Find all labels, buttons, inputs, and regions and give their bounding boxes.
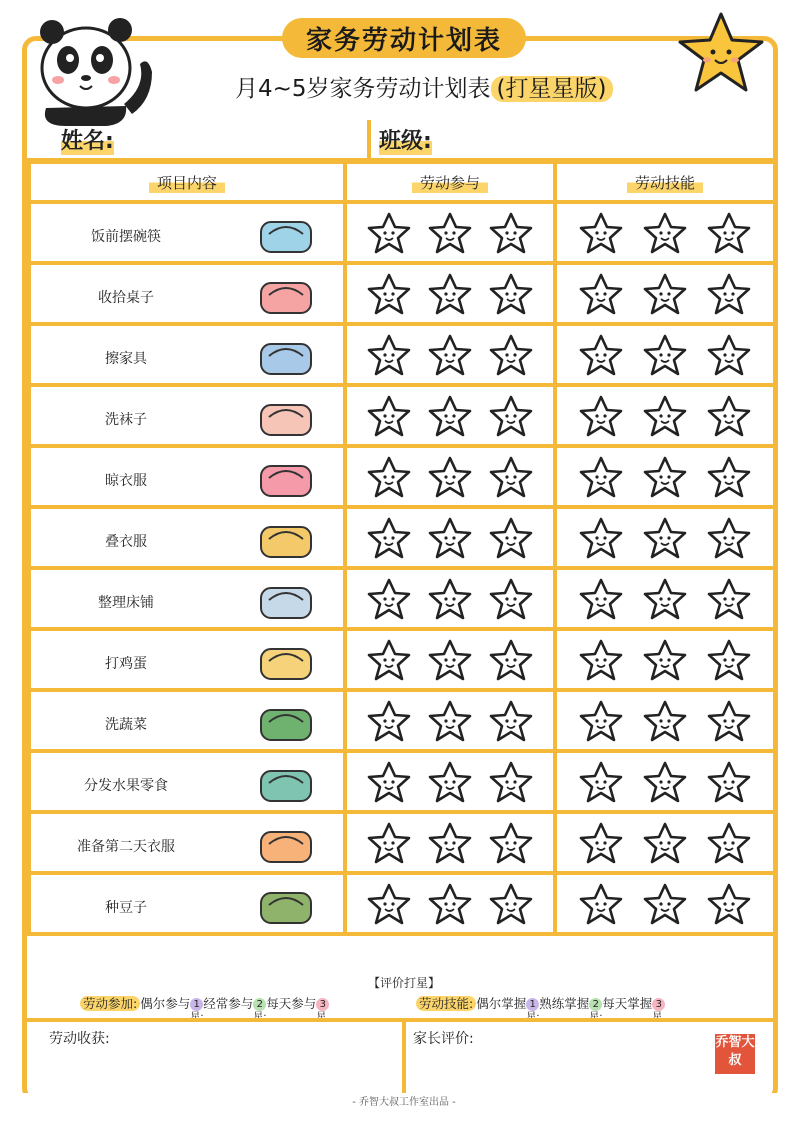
evaluation-divider xyxy=(402,1022,406,1104)
rating-star-icon[interactable] xyxy=(366,211,412,255)
rating-star-icon[interactable] xyxy=(488,394,534,438)
rating-star-icon[interactable] xyxy=(366,821,412,865)
chore-table xyxy=(27,160,777,936)
wash-socks-icon xyxy=(255,395,317,441)
participation-stars-cell xyxy=(345,263,555,324)
task-name: 收拾桌子 xyxy=(98,290,154,306)
participation-stars-cell xyxy=(345,812,555,873)
column-header-participation-label: 劳动参与 xyxy=(412,172,488,193)
column-header-skill xyxy=(555,162,775,202)
legend-participation-level1: 偶尔参与 xyxy=(140,996,191,1011)
participation-stars-cell xyxy=(345,690,555,751)
bedding-icon xyxy=(255,578,317,624)
task-name: 洗袜子 xyxy=(105,412,147,428)
task-cell xyxy=(29,324,345,385)
task-name: 饭前摆碗筷 xyxy=(91,229,161,245)
skill-stars-cell xyxy=(555,568,775,629)
rating-star-icon[interactable] xyxy=(578,577,624,621)
subtitle-main: 月4~5岁家务劳动计划表 xyxy=(235,76,491,102)
skill-stars-cell xyxy=(555,202,775,263)
student-info-row xyxy=(27,120,773,162)
rating-star-icon[interactable] xyxy=(488,882,534,926)
table-row xyxy=(29,324,775,385)
rating-star-icon[interactable] xyxy=(642,760,688,804)
snacks-fruit-icon xyxy=(255,761,317,807)
table-row xyxy=(29,263,775,324)
legend-participation-level3: 每天参与 xyxy=(266,996,317,1011)
task-name: 擦家具 xyxy=(105,351,147,367)
rating-star-icon[interactable] xyxy=(366,638,412,682)
egg-bowl-icon xyxy=(255,639,317,685)
rating-star-icon[interactable] xyxy=(366,333,412,377)
plant-beans-icon xyxy=(255,883,317,929)
legend-skill-level3-stars: 3星。 xyxy=(652,999,673,1023)
rating-star-icon[interactable] xyxy=(706,638,752,682)
legend-skill-level1: 偶尔掌握 xyxy=(476,996,527,1011)
legend-skill-label: 劳动技能: xyxy=(416,996,476,1011)
rating-star-icon[interactable] xyxy=(488,516,534,560)
table-row xyxy=(29,690,775,751)
rating-star-icon[interactable] xyxy=(642,516,688,560)
rating-star-icon[interactable] xyxy=(706,333,752,377)
rating-star-icon[interactable] xyxy=(366,760,412,804)
rating-star-icon[interactable] xyxy=(488,577,534,621)
skill-stars-cell xyxy=(555,873,775,934)
task-cell xyxy=(29,690,345,751)
participation-stars-cell xyxy=(345,751,555,812)
rating-star-icon[interactable] xyxy=(706,272,752,316)
star-mascot-icon xyxy=(676,10,766,94)
participation-stars-cell xyxy=(345,568,555,629)
table-row xyxy=(29,507,775,568)
rating-star-icon[interactable] xyxy=(578,394,624,438)
legend-participation xyxy=(80,994,337,1023)
rating-star-icon[interactable] xyxy=(427,333,473,377)
legend-skill-level2: 熟练掌握 xyxy=(539,996,590,1011)
rating-star-icon[interactable] xyxy=(578,272,624,316)
rating-star-icon[interactable] xyxy=(488,821,534,865)
task-name: 打鸡蛋 xyxy=(105,656,147,672)
legend-participation-level3-stars: 3星。 xyxy=(316,999,337,1023)
rating-star-icon[interactable] xyxy=(488,638,534,682)
rating-star-icon[interactable] xyxy=(488,272,534,316)
rating-star-icon[interactable] xyxy=(706,821,752,865)
rating-star-icon[interactable] xyxy=(706,394,752,438)
hang-clothes-icon xyxy=(255,456,317,502)
labor-gain-label: 劳动收获: xyxy=(49,1031,110,1047)
rating-star-icon[interactable] xyxy=(427,821,473,865)
rating-star-icon[interactable] xyxy=(578,882,624,926)
column-header-task xyxy=(29,162,345,202)
rating-star-icon[interactable] xyxy=(427,455,473,499)
table-row xyxy=(29,751,775,812)
column-header-participation xyxy=(345,162,555,202)
rating-star-icon[interactable] xyxy=(578,516,624,560)
rating-star-icon[interactable] xyxy=(642,882,688,926)
task-cell xyxy=(29,629,345,690)
legend-skill-level2-stars: 2星; xyxy=(589,999,603,1023)
wipe-furniture-icon xyxy=(255,334,317,380)
rating-star-icon[interactable] xyxy=(706,455,752,499)
legend-skill-level3: 每天掌握 xyxy=(602,996,653,1011)
skill-stars-cell xyxy=(555,629,775,690)
task-cell xyxy=(29,507,345,568)
rating-star-icon[interactable] xyxy=(366,272,412,316)
rating-star-icon[interactable] xyxy=(427,699,473,743)
rating-star-icon[interactable] xyxy=(427,211,473,255)
rating-star-icon[interactable] xyxy=(706,760,752,804)
rating-star-icon[interactable] xyxy=(366,882,412,926)
rating-star-icon[interactable] xyxy=(427,760,473,804)
rating-star-icon[interactable] xyxy=(642,577,688,621)
rating-star-icon[interactable] xyxy=(427,638,473,682)
rating-star-icon[interactable] xyxy=(642,821,688,865)
class-label: 班级: xyxy=(379,124,432,155)
participation-stars-cell xyxy=(345,629,555,690)
skill-stars-cell xyxy=(555,751,775,812)
rating-star-icon[interactable] xyxy=(366,394,412,438)
table-row xyxy=(29,873,775,934)
table-row xyxy=(29,812,775,873)
participation-stars-cell xyxy=(345,507,555,568)
rating-star-icon[interactable] xyxy=(488,760,534,804)
rating-star-icon[interactable] xyxy=(366,516,412,560)
participation-stars-cell xyxy=(345,385,555,446)
table-header-row xyxy=(29,162,775,202)
task-name: 种豆子 xyxy=(105,900,147,916)
rating-star-icon[interactable] xyxy=(366,577,412,621)
task-cell xyxy=(29,873,345,934)
task-name: 洗蔬菜 xyxy=(105,717,147,733)
participation-stars-cell xyxy=(345,446,555,507)
rating-star-icon[interactable] xyxy=(488,455,534,499)
rating-star-icon[interactable] xyxy=(488,699,534,743)
rating-star-icon[interactable] xyxy=(578,333,624,377)
task-cell xyxy=(29,202,345,263)
parent-evaluation-label: 家长评价: xyxy=(413,1031,474,1047)
rating-star-icon[interactable] xyxy=(642,333,688,377)
participation-stars-cell xyxy=(345,873,555,934)
legend-participation-label: 劳动参加: xyxy=(80,996,140,1011)
name-label: 姓名: xyxy=(61,124,114,155)
rating-star-icon[interactable] xyxy=(427,272,473,316)
skill-stars-cell xyxy=(555,324,775,385)
rating-star-icon[interactable] xyxy=(706,699,752,743)
task-name: 整理床铺 xyxy=(98,595,154,611)
legend-participation-level1-stars: 1星; xyxy=(190,999,204,1023)
rating-star-icon[interactable] xyxy=(706,882,752,926)
skill-stars-cell xyxy=(555,263,775,324)
table-row xyxy=(29,446,775,507)
column-header-task-label: 项目内容 xyxy=(149,172,225,193)
task-name: 准备第二天衣服 xyxy=(77,839,175,855)
task-cell xyxy=(29,263,345,324)
legend-participation-level2-stars: 2星; xyxy=(253,999,267,1023)
rating-star-icon[interactable] xyxy=(706,516,752,560)
skill-stars-cell xyxy=(555,385,775,446)
legend-skill xyxy=(416,994,673,1023)
rating-star-icon[interactable] xyxy=(578,760,624,804)
rating-star-icon[interactable] xyxy=(488,211,534,255)
task-cell xyxy=(29,446,345,507)
skill-stars-cell xyxy=(555,812,775,873)
rating-star-icon[interactable] xyxy=(366,699,412,743)
task-cell xyxy=(29,568,345,629)
rating-star-icon[interactable] xyxy=(366,455,412,499)
studio-seal-stamp: 乔智大叔 xyxy=(715,1034,755,1074)
rating-star-icon[interactable] xyxy=(427,516,473,560)
rating-star-icon[interactable] xyxy=(427,882,473,926)
task-cell xyxy=(29,751,345,812)
subtitle-badge: (打星星版) xyxy=(491,76,613,102)
rating-star-icon[interactable] xyxy=(642,455,688,499)
wipe-table-icon xyxy=(255,273,317,319)
child-clothes-icon xyxy=(255,822,317,868)
legend-participation-level2: 经常参与 xyxy=(203,996,254,1011)
rating-star-icon[interactable] xyxy=(578,821,624,865)
skill-stars-cell xyxy=(555,690,775,751)
rating-star-icon[interactable] xyxy=(578,638,624,682)
table-row xyxy=(29,568,775,629)
participation-stars-cell xyxy=(345,324,555,385)
task-name: 分发水果零食 xyxy=(84,778,168,794)
rating-star-icon[interactable] xyxy=(642,394,688,438)
page-title: 家务劳动计划表 xyxy=(282,18,526,58)
rating-star-icon[interactable] xyxy=(578,699,624,743)
column-header-skill-label: 劳动技能 xyxy=(627,172,703,193)
task-cell xyxy=(29,385,345,446)
rating-star-icon[interactable] xyxy=(642,272,688,316)
rating-star-icon[interactable] xyxy=(706,577,752,621)
task-cell xyxy=(29,812,345,873)
evaluation-section xyxy=(27,1018,773,1104)
folded-clothes-icon xyxy=(255,517,317,563)
page-subtitle xyxy=(235,70,675,103)
rating-star-icon[interactable] xyxy=(642,211,688,255)
rating-star-icon[interactable] xyxy=(578,211,624,255)
footer-credit: - 乔智大叔工作室出品 - xyxy=(0,1093,808,1108)
legend-skill-level1-stars: 1星; xyxy=(526,999,540,1023)
table-row xyxy=(29,202,775,263)
rating-star-icon[interactable] xyxy=(642,699,688,743)
rating-star-icon[interactable] xyxy=(427,577,473,621)
rating-star-icon[interactable] xyxy=(578,455,624,499)
panda-icon xyxy=(36,16,154,126)
skill-stars-cell xyxy=(555,507,775,568)
legend-title: 【评价打星】 xyxy=(367,976,440,990)
skill-stars-cell xyxy=(555,446,775,507)
rating-star-icon[interactable] xyxy=(488,333,534,377)
rating-star-icon[interactable] xyxy=(427,394,473,438)
wash-vegetables-icon xyxy=(255,700,317,746)
rating-star-icon[interactable] xyxy=(642,638,688,682)
task-name: 晾衣服 xyxy=(105,473,147,489)
rating-star-icon[interactable] xyxy=(706,211,752,255)
task-name: 叠衣服 xyxy=(105,534,147,550)
bowl-chopsticks-icon xyxy=(255,212,317,258)
table-row xyxy=(29,385,775,446)
participation-stars-cell xyxy=(345,202,555,263)
info-divider xyxy=(367,120,371,158)
table-row xyxy=(29,629,775,690)
